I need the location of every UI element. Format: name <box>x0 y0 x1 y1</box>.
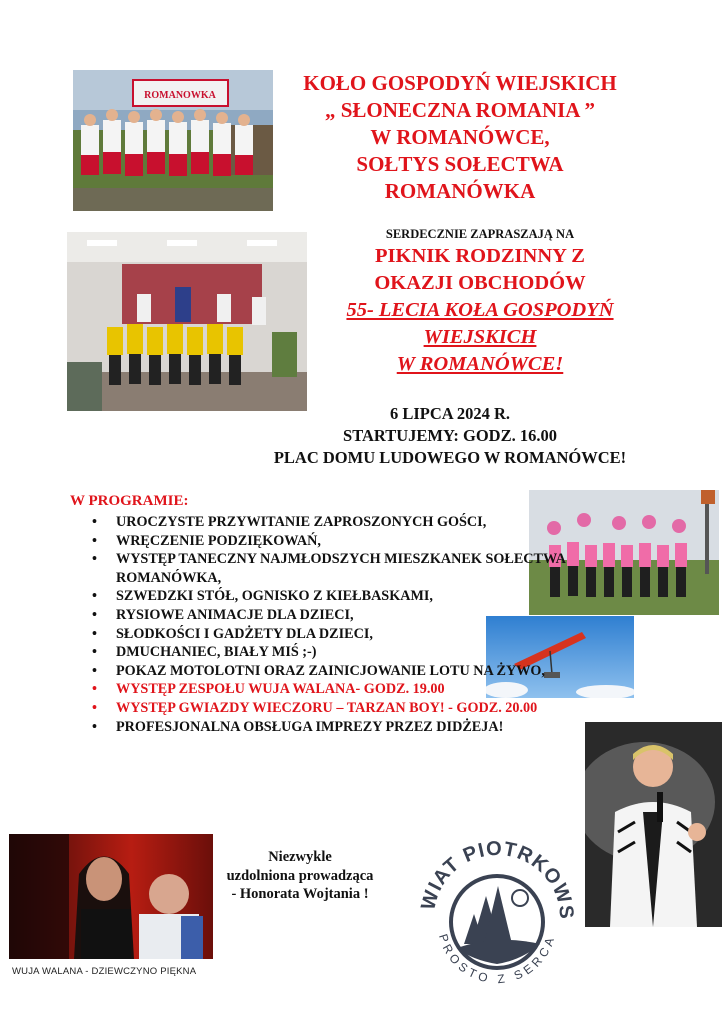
singer-photo <box>585 722 722 927</box>
event-line-3: 55- LECIA KOŁA GOSPODYŃ <box>346 299 614 321</box>
program-item: • RYSIOWE ANIMACJE DLA DZIECI, <box>90 606 590 625</box>
program-item: • POKAZ MOTOLOTNI ORAZ ZAINICJOWANIE LOTU NA ŻYWO, <box>90 662 590 681</box>
event-line-2: OKAZJI OBCHODÓW <box>374 272 586 294</box>
heading-line-1: KOŁO GOSPODYŃ WIEJSKICH <box>303 71 617 95</box>
host-line-3: - Honorata Wojtania ! <box>231 886 369 902</box>
heading-line-5: ROMANÓWKA <box>384 179 536 203</box>
event-start-time: STARTUJEMY: GODZ. 16.00 <box>343 426 557 445</box>
program-item: • DMUCHANIEC, BIAŁY MIŚ ;-) <box>90 643 590 662</box>
banner-text: ROMANOWKA <box>144 90 216 101</box>
program-item: • WYSTĘP ZESPOŁU WUJA WALANA- GODZ. 19.00 <box>90 680 590 699</box>
host-text <box>205 848 395 904</box>
host-line-2: uzdolniona prowadząca <box>226 867 374 884</box>
heading-line-2: „ SŁONECZNA ROMANIA ” <box>324 98 596 122</box>
program-item: • PROFESJONALNA OBSŁUGA IMPREZY PRZEZ DIDŻEJA! <box>90 718 590 737</box>
band-video-frame[interactable] <box>9 834 213 959</box>
powiat-piotrkowski-logo <box>412 826 582 996</box>
event-details <box>230 403 670 469</box>
event-line-5: W ROMANÓWCE! <box>396 353 564 375</box>
video-caption: WUJA WALANA - DZIEWCZYNO PIĘKNA <box>12 966 197 977</box>
event-line-1: PIKNIK RODZINNY Z <box>375 245 585 267</box>
program-list <box>90 513 590 736</box>
program-item: • WYSTĘP TANECZNY NAJMŁODSZYCH MIESZKANEK SOŁECTWA ROMANÓWKA, <box>90 550 590 587</box>
program-item: • SŁODKOŚCI I GADŻETY DLA DZIECI, <box>90 625 590 644</box>
heading-line-3: W ROMANÓWCE, <box>370 125 550 149</box>
logo-bottom-text: PROSTO Z SERCA <box>435 932 559 987</box>
organizer-heading <box>280 70 640 205</box>
group-photo-romanowka <box>73 70 273 211</box>
program-item: • WYSTĘP GWIAZDY WIECZORU – TARZAN BOY! - GODZ. 20.00 <box>90 699 590 718</box>
heading-line-4: SOŁTYS SOŁECTWA <box>356 152 564 176</box>
logo-top-text: WIAT PIOTRKOWS <box>417 837 578 921</box>
event-date: 6 LIPCA 2024 R. <box>389 404 511 423</box>
program-label: W PROGRAMIE: <box>70 493 189 509</box>
program-item: • UROCZYSTE PRZYWITANIE ZAPROSZONYCH GOŚCI, <box>90 513 590 532</box>
invite-text: SERDECZNIE ZAPRASZAJĄ NA <box>385 227 575 241</box>
event-place: PLAC DOMU LUDOWEGO W ROMANÓWCE! <box>273 448 627 467</box>
stage-group-photo <box>67 232 307 411</box>
program-item: • SZWEDZKI STÓŁ, OGNISKO Z KIEŁBASKAMI, <box>90 587 590 606</box>
host-line-1: Niezwykle <box>268 849 332 865</box>
event-line-4: WIEJSKICH <box>423 326 537 348</box>
event-title <box>310 243 650 378</box>
program-item: • WRĘCZENIE PODZIĘKOWAŃ, <box>90 532 590 551</box>
